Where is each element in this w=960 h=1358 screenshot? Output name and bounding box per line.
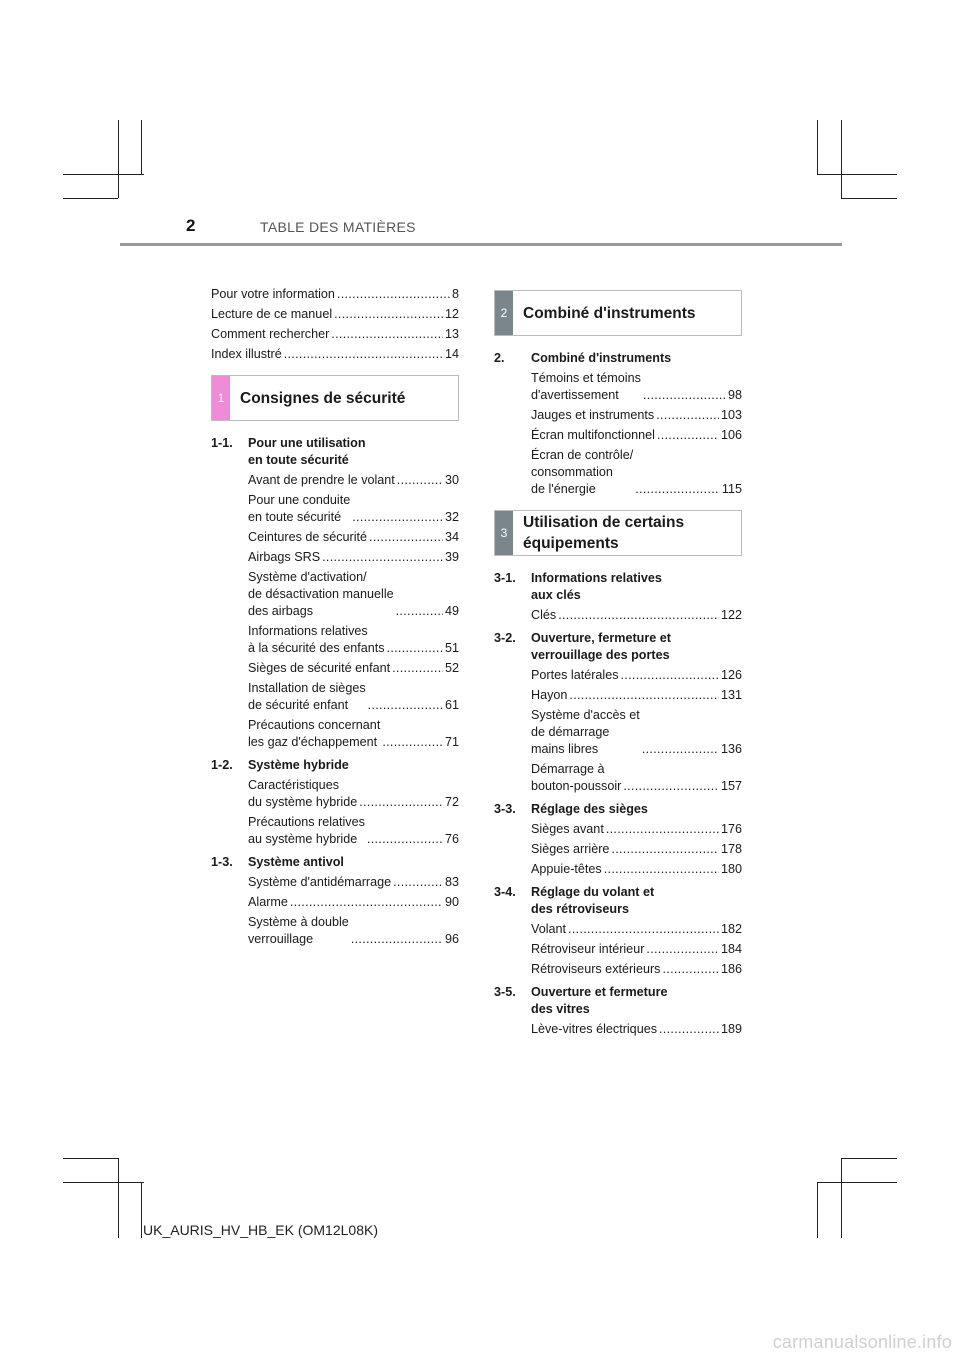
toc-left-column [211,286,459,951]
leader-dots [396,603,443,620]
section-number-tab: 2 [495,291,513,335]
toc-entry-title: Comment rechercher [211,327,330,341]
leader-dots [397,472,443,489]
toc-entry[interactable] [248,814,459,848]
toc-entry-page: 122 [720,608,742,622]
toc-entry-page: 176 [720,822,742,836]
leader-dots [387,640,443,657]
chapter-title: Informations relatives aux clés [531,571,662,602]
toc-entry-page: 39 [444,550,459,564]
leader-dots [369,529,443,546]
leader-dots [569,687,719,704]
toc-entry-title: Pour une conduite en toute sécurité [248,493,351,524]
leader-dots [558,607,719,624]
toc-entry[interactable] [211,306,459,323]
leader-dots [635,481,720,498]
toc-entry[interactable] [531,821,742,838]
toc-entry-page: 83 [444,875,459,889]
toc-entry-page: 184 [720,942,742,956]
section-title: Consignes de sécurité [240,389,406,407]
leader-dots [337,286,450,303]
leader-dots [368,697,443,714]
toc-entry-page: 71 [444,735,459,749]
toc-entry-title: Précautions relatives au système hybride [248,815,365,846]
toc-entry-page: 98 [727,388,742,402]
chapter-heading[interactable] [494,350,742,367]
leader-dots [606,821,719,838]
toc-entry-page: 51 [444,641,459,655]
leader-dots [657,427,719,444]
toc-entry-title: Installation de sièges de sécurité enfant [248,681,366,712]
toc-entry-page: 106 [720,428,742,442]
leader-dots [604,861,719,878]
toc-entry-page: 8 [451,287,459,301]
chapter-heading[interactable] [494,630,742,664]
toc-entry[interactable] [531,861,742,878]
toc-entry-title: Jauges et instruments [531,408,655,422]
leader-dots [290,894,443,911]
chapter-heading[interactable] [211,435,459,469]
chapter-title: Combiné d'instruments [531,351,672,365]
chapter-heading[interactable] [494,884,742,918]
section-title: Combiné d'instruments [523,304,696,322]
leader-dots [623,778,719,795]
toc-entry-title: Sièges arrière [531,842,610,856]
toc-entry-page: 157 [720,779,742,793]
toc-entry-page: 72 [444,795,459,809]
toc-entry[interactable] [248,660,459,677]
toc-entry-title: Écran multifonctionnel [531,428,655,442]
toc-entry[interactable] [248,717,459,751]
toc-entry[interactable] [531,407,742,424]
leader-dots [621,667,719,684]
chapter-number: 3-2. [494,631,516,645]
chapter-number: 3-1. [494,571,516,585]
toc-entry[interactable] [531,427,742,444]
toc-entry-page: 14 [444,347,459,361]
toc-entry-page: 90 [444,895,459,909]
toc-entry-page: 182 [720,922,742,936]
toc-entry-page: 13 [444,327,459,341]
toc-entry[interactable] [211,346,459,363]
section-number-tab: 1 [212,376,230,420]
toc-entry[interactable] [531,607,742,624]
toc-entry-page: 115 [721,482,742,496]
toc-entry[interactable] [531,370,742,404]
toc-entry-page: 34 [444,530,459,544]
toc-entry-page: 32 [444,510,459,524]
section-number-tab: 3 [495,511,513,555]
leader-dots [656,407,719,424]
toc-entry-title: Pour votre information [211,287,335,301]
leader-dots [662,961,719,978]
toc-entry-page: 131 [720,688,742,702]
toc-entry-page: 30 [444,473,459,487]
leader-dots [359,794,443,811]
toc-entry[interactable] [248,529,459,546]
toc-entry-title: Appuie-têtes [531,862,602,876]
toc-entry[interactable] [248,777,459,811]
chapter-title: Ouverture et fermeture des vitres [531,985,668,1016]
leader-dots [393,874,443,891]
toc-entry-title: Écran de contrôle/ consommation de l'énergie [531,448,634,496]
toc-entry[interactable] [248,569,459,620]
toc-entry-title: Volant [531,922,567,936]
toc-entry-page: 49 [444,604,459,618]
leader-dots [334,306,443,323]
toc-entry[interactable] [531,447,742,498]
toc-entry-title: Système d'activation/ de désactivation manuelle des airbags [248,570,394,618]
chapter-title: Réglage du volant et des rétroviseurs [531,885,655,916]
toc-entry[interactable] [531,687,742,704]
toc-right-column [494,290,742,1041]
toc-entry-page: 61 [444,698,459,712]
toc-entry-title: Précautions concernant les gaz d'échappement [248,718,381,749]
watermark: carmanualsonline.info [772,1332,952,1352]
toc-entry-title: Lecture de ce manuel [211,307,333,321]
toc-entry-title: Informations relatives à la sécurité des enfants [248,624,385,655]
toc-entry[interactable] [531,961,742,978]
leader-dots [568,921,719,938]
toc-entry[interactable] [531,921,742,938]
toc-entry-title: Témoins et témoins d'avertissement [531,371,641,402]
chapter-title: Pour une utilisation en toute sécurité [248,436,366,467]
chapter-heading[interactable] [494,801,742,818]
toc-entry-title: Lève-vitres électriques [531,1022,657,1036]
toc-entry-page: 126 [720,668,742,682]
chapter-number: 3-3. [494,802,516,816]
toc-entry-page: 180 [720,862,742,876]
toc-entry[interactable] [531,841,742,858]
toc-entry-title: Rétroviseur intérieur [531,942,645,956]
toc-entry[interactable] [531,667,742,684]
chapter-number: 1-1. [211,436,233,450]
section-title: Utilisation de certains équipements [523,514,685,552]
toc-entry[interactable] [248,680,459,714]
toc-entry-title: Système à double verrouillage [248,915,349,946]
section-header-2[interactable] [494,290,742,336]
page-title: TABLE DES MATIÈRES [260,219,416,235]
toc-entry[interactable] [248,549,459,566]
chapter-heading[interactable] [211,854,459,871]
toc-entry-title: Airbags SRS [248,550,321,564]
toc-entry-page: 12 [444,307,459,321]
leader-dots [351,931,443,948]
manual-code: UK_AURIS_HV_HB_EK (OM12L08K) [143,1222,378,1238]
leader-dots [322,549,443,566]
section-header-1[interactable] [211,375,459,421]
section-header-3[interactable] [494,510,742,556]
header-divider [120,243,842,246]
leader-dots [331,326,443,343]
chapter-title: Système antivol [248,855,344,869]
chapter-heading[interactable] [494,570,742,604]
toc-entry[interactable] [248,623,459,657]
leader-dots [352,509,443,526]
toc-entry[interactable] [211,286,459,303]
toc-entry-title: Clés [531,608,557,622]
toc-entry[interactable] [248,472,459,489]
chapter-title: Ouverture, fermeture et verrouillage des portes [531,631,671,662]
toc-entry-title: Ceintures de sécurité [248,530,368,544]
toc-entry-title: Index illustré [211,347,282,361]
toc-entry[interactable] [531,707,742,758]
toc-entry-title: Sièges avant [531,822,604,836]
leader-dots [284,346,443,363]
chapter-number: 3-5. [494,985,516,999]
toc-entry[interactable] [531,941,742,958]
chapter-number: 3-4. [494,885,516,899]
chapter-number: 1-2. [211,758,233,772]
toc-entry[interactable] [531,761,742,795]
leader-dots [392,660,443,677]
leader-dots [367,831,443,848]
toc-entry-title: Système d'accès et de démarrage mains libres [531,708,640,756]
toc-entry-title: Démarrage à bouton-poussoir [531,762,622,793]
toc-entry[interactable] [248,874,459,891]
toc-entry-title: Système d'antidémarrage [248,875,392,889]
chapter-title: Réglage des sièges [531,802,648,816]
toc-entry-title: Sièges de sécurité enfant [248,661,391,675]
toc-entry[interactable] [248,894,459,911]
toc-entry[interactable] [248,914,459,948]
toc-entry-title: Portes latérales [531,668,619,682]
leader-dots [659,1021,719,1038]
leader-dots [646,941,719,958]
toc-entry-page: 178 [720,842,742,856]
toc-entry-page: 96 [444,932,459,946]
toc-entry-title: Avant de prendre le volant [248,473,395,487]
toc-entry-page: 52 [444,661,459,675]
toc-entry-page: 136 [720,742,742,756]
leader-dots [382,734,443,751]
chapter-title: Système hybride [248,758,349,772]
toc-entry-page: 76 [444,832,459,846]
chapter-heading[interactable] [494,984,742,1018]
toc-entry-title: Alarme [248,895,288,909]
toc-entry[interactable] [248,492,459,526]
leader-dots [643,387,726,404]
toc-entry[interactable] [531,1021,742,1038]
leader-dots [642,741,719,758]
toc-entry-title: Caractéristiques du système hybride [248,778,358,809]
chapter-number: 1-3. [211,855,233,869]
toc-entry-page: 103 [720,408,742,422]
toc-entry-title: Hayon [531,688,568,702]
toc-entry-page: 186 [720,962,742,976]
chapter-number: 2. [494,351,505,365]
chapter-heading[interactable] [211,757,459,774]
toc-entry[interactable] [211,326,459,343]
toc-entry-title: Rétroviseurs extérieurs [531,962,661,976]
toc-entry-page: 189 [720,1022,742,1036]
leader-dots [611,841,719,858]
page-number: 2 [186,216,196,235]
